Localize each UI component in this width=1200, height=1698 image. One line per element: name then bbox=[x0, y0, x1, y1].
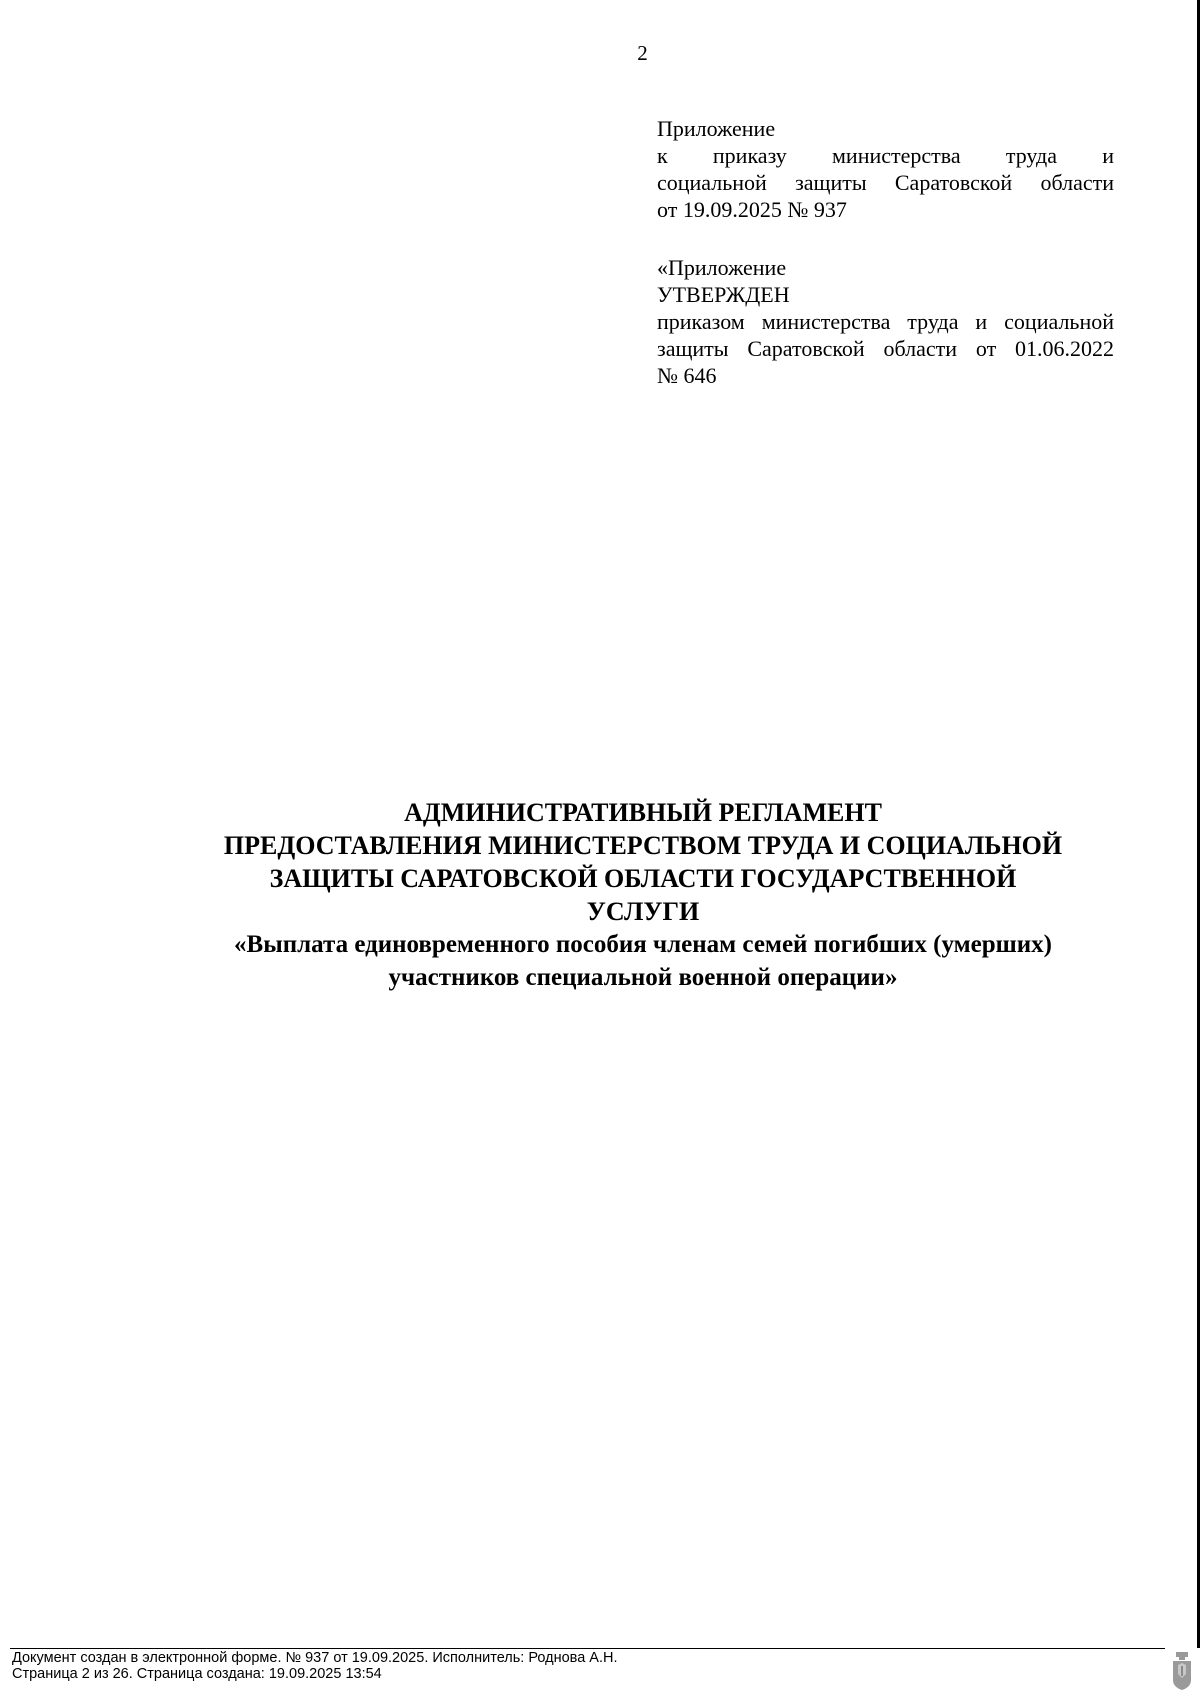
title-line-4: УСЛУГИ bbox=[586, 897, 700, 926]
document-footer bbox=[12, 1650, 618, 1682]
annex-order-line: к приказу министерства труда и bbox=[657, 143, 1114, 168]
approval-order-number: № 646 bbox=[657, 363, 717, 388]
annex-reference-block bbox=[657, 115, 1114, 223]
page-number: 2 bbox=[637, 41, 648, 65]
service-name-line-2: участников специальной военной операции» bbox=[388, 964, 898, 991]
coat-of-arms-icon bbox=[1172, 1652, 1192, 1690]
title-line-2: ПРЕДОСТАВЛЕНИЯ МИНИСТЕРСТВОМ ТРУДА И СОЦИАЛЬНОЙ bbox=[223, 831, 1063, 860]
document-title bbox=[150, 796, 1136, 994]
annex-ministry-line: социальной защиты Саратовской области bbox=[657, 170, 1114, 195]
footer-page-info: Страница 2 из 26. Страница создана: 19.09.2025 13:54 bbox=[12, 1666, 382, 1682]
title-line-3: ЗАЩИТЫ САРАТОВСКОЙ ОБЛАСТИ ГОСУДАРСТВЕННОЙ bbox=[269, 864, 1017, 893]
service-name-line-1: «Выплата единовременного пособия членам семей погибших (умерших) bbox=[234, 931, 1052, 958]
footer-divider bbox=[10, 1648, 1165, 1649]
approval-ministry-line: защиты Саратовской области от 01.06.2022 bbox=[657, 336, 1114, 361]
approval-order-line: приказом министерства труда и социальной bbox=[657, 309, 1114, 334]
annex-order-date: от 19.09.2025 № 937 bbox=[657, 197, 847, 222]
annex-label: Приложение bbox=[657, 116, 776, 141]
approval-annex-label: «Приложение bbox=[657, 255, 787, 280]
title-line-1: АДМИНИСТРАТИВНЫЙ РЕГЛАМЕНТ bbox=[404, 798, 882, 827]
approval-block bbox=[657, 254, 1114, 389]
approval-stamp: УТВЕРЖДЕН bbox=[657, 282, 790, 307]
footer-document-info: Документ создан в электронной форме. № 937 от 19.09.2025. Исполнитель: Роднова А.Н. bbox=[12, 1650, 618, 1666]
